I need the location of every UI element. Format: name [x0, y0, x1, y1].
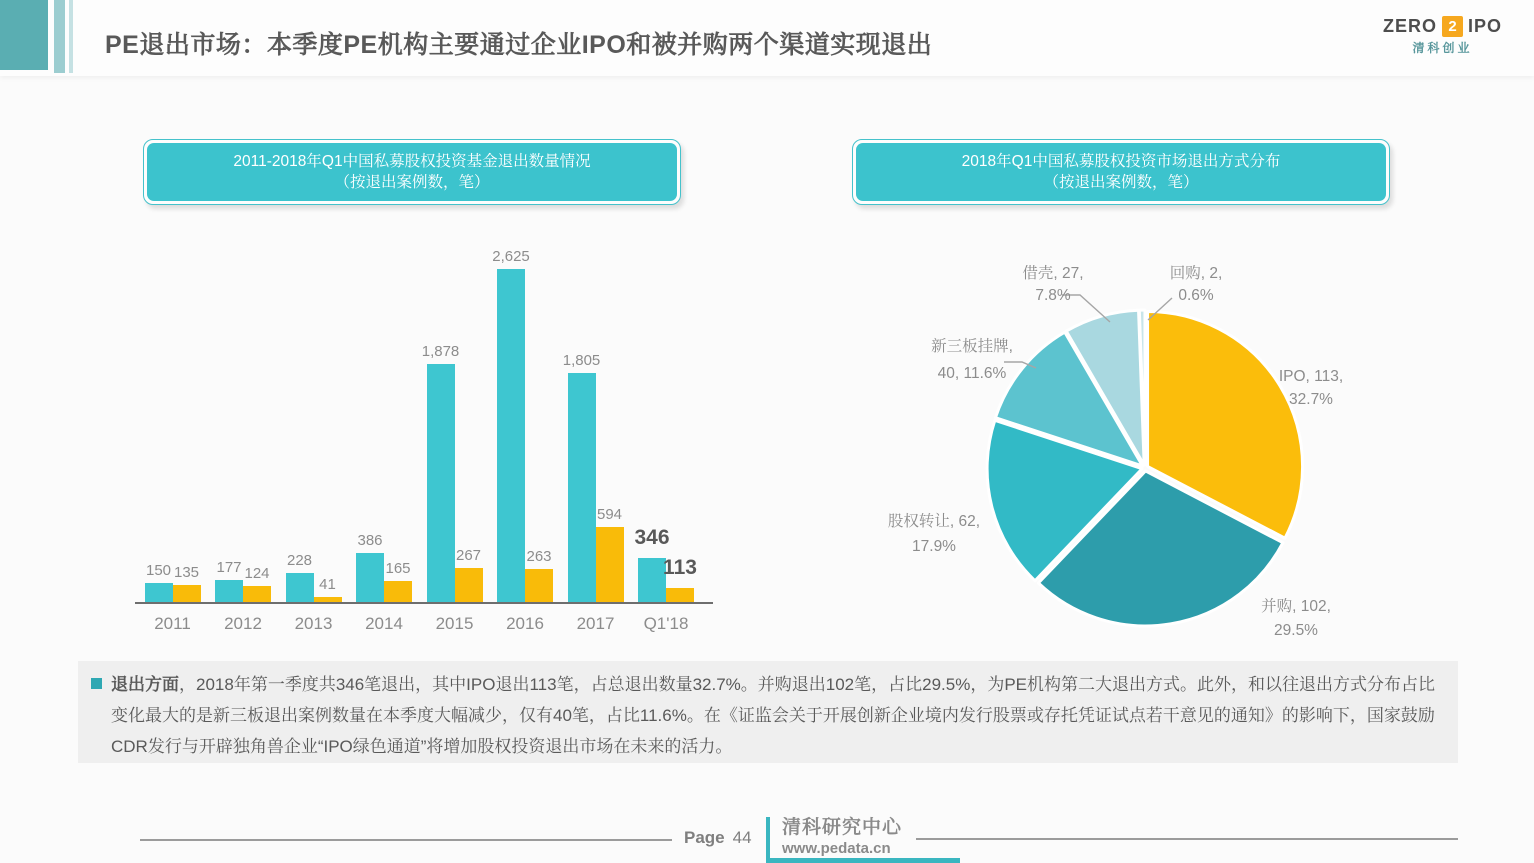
bar-group-2016 — [492, 248, 553, 602]
footer-page-label: Page — [684, 828, 725, 847]
logo-2-icon: 2 — [1442, 16, 1463, 37]
x-axis-label-2015: 2015 — [435, 614, 474, 633]
pie-label-回购-line1: 回购, 2, — [1169, 265, 1223, 282]
pie-label-新三板挂牌-line1: 新三板挂牌, — [931, 338, 1013, 355]
x-axis-label-2012: 2012 — [224, 614, 262, 633]
bar-series2-2012 — [243, 565, 271, 602]
pie-label-借壳-line2: 7.8% — [1035, 287, 1071, 304]
pie-label-回购-line2: 0.6% — [1178, 287, 1214, 304]
bar-value-label: 1,878 — [421, 343, 460, 360]
bar-series2-2013 — [314, 576, 342, 602]
pie-label-IPO-line2: 32.7% — [1289, 391, 1333, 408]
bar-group-Q1'18 — [634, 526, 697, 602]
footer-teal-divider — [766, 817, 770, 863]
x-axis-label-2017: 2017 — [576, 614, 615, 633]
bar-series1-2012 — [215, 559, 243, 602]
bar-value-label: 2,625 — [492, 248, 530, 265]
footer-divider-left — [140, 839, 672, 841]
bar-series2-2011 — [173, 564, 201, 602]
bar-series1-2014 — [356, 532, 384, 602]
bar-value-label: 165 — [385, 560, 411, 577]
bar-value-label: 135 — [173, 564, 200, 581]
footer-teal-strip — [770, 858, 960, 863]
zero2ipo-logo-row — [1383, 16, 1502, 37]
footer-divider-right — [916, 838, 1458, 840]
header-deco-block — [0, 0, 48, 70]
footer-page-number — [684, 828, 752, 848]
slide-header — [0, 0, 1534, 76]
pie-label-借壳-line1: 借壳, 27, — [1022, 265, 1084, 282]
bar-series1-2016 — [492, 248, 530, 602]
footer-branding — [782, 818, 902, 856]
logo-ipo-text: IPO — [1467, 16, 1502, 36]
x-axis-label-2014: 2014 — [365, 614, 403, 633]
summary-body: ，2018年第一季度共346笔退出，其中IPO退出113笔，占总退出数量32.7%。并购退出102笔，占比29.5%，为PE机构第二大退出方式。此外，和以往退出方式分布占比变化最大的是新三板退出案例数量在本季度大幅减少，仅有40笔，占比11.6%。在《证监会关于开展创新企业境内发行股票或存托凭证试点若干意见的通知》的影响下，国家鼓励CDR发行与开辟独角兽企业“IPO绿色通道”将增加股权投资退出市场在未来的活力。 — [111, 675, 1436, 756]
bar-chart-title-box — [143, 139, 681, 205]
exit-method-pie-chart — [852, 240, 1452, 655]
bar-group-2013 — [286, 552, 342, 602]
bar-group-2015 — [421, 343, 483, 602]
bar-series1-Q1'18 — [634, 526, 670, 602]
x-axis-label-Q1'18: Q1'18 — [643, 614, 689, 633]
x-axis-label-2016: 2016 — [506, 614, 544, 633]
bar-group-2012 — [215, 559, 271, 602]
bar-chart-title-line1: 2011-2018年Q1中国私募股权投资基金退出数量情况 — [233, 153, 591, 170]
bar-value-label: 346 — [634, 526, 670, 549]
x-axis-label-2011: 2011 — [154, 614, 191, 633]
bar-value-label: 594 — [596, 506, 623, 523]
page-title: PE退出市场：本季度PE机构主要通过企业IPO和被并购两个渠道实现退出 — [105, 31, 933, 59]
pie-label-并购-line1: 并购, 102, — [1261, 598, 1331, 615]
footer-org-name: 清科研究中心 — [782, 817, 903, 838]
bar-chart-title — [147, 143, 677, 201]
bar-group-2014 — [356, 532, 412, 602]
bar-series2-Q1'18 — [663, 556, 697, 602]
header-deco-stripe — [54, 0, 65, 73]
pie-chart-title-box — [852, 139, 1390, 205]
x-axis-label-2013: 2013 — [294, 614, 333, 633]
bar-series1-2013 — [286, 552, 314, 602]
bar-value-label: 1,805 — [562, 352, 601, 369]
pie-label-股权转让-line2: 17.9% — [912, 538, 956, 555]
header-deco-stripe-thin — [69, 0, 73, 73]
footer-page-value: 44 — [732, 828, 752, 847]
bar-series2-2017 — [596, 506, 624, 602]
bar-value-label: 150 — [145, 562, 172, 579]
bar-series2-2015 — [455, 547, 483, 602]
bar-series2-2016 — [525, 548, 553, 602]
pie-label-新三板挂牌-line2: 40, 11.6% — [937, 365, 1007, 382]
pie-label-并购-line2: 29.5% — [1274, 622, 1318, 639]
bar-series1-2017 — [562, 352, 601, 602]
bar-series1-2011 — [145, 562, 173, 602]
summary-text — [111, 669, 1441, 762]
bar-value-label: 124 — [244, 565, 270, 582]
bar-value-label: 113 — [663, 556, 697, 579]
pie-label-股权转让-line1: 股权转让, 62, — [887, 513, 981, 530]
bar-value-label: 386 — [357, 532, 383, 549]
zero2ipo-logo — [1383, 16, 1502, 56]
bar-value-label: 177 — [216, 559, 242, 576]
summary-bold-lead: 退出方面 — [111, 675, 179, 694]
bullet-square-icon — [91, 678, 102, 689]
footer-website: www.pedata.cn — [782, 840, 891, 857]
summary-block — [78, 661, 1458, 763]
bar-series1-2015 — [421, 343, 460, 602]
bar-series2-2014 — [384, 560, 412, 602]
bar-chart-title-line2: （按退出案例数，笔） — [334, 174, 490, 191]
bar-value-label: 263 — [526, 548, 552, 565]
bar-value-label: 228 — [286, 552, 313, 569]
bar-value-label: 41 — [319, 576, 336, 593]
pie-chart-title-line2: （按退出案例数，笔） — [1043, 174, 1199, 191]
pie-chart-title-line1: 2018年Q1中国私募股权投资市场退出方式分布 — [961, 153, 1281, 170]
exit-count-bar-chart — [135, 230, 713, 633]
bar-value-label: 267 — [455, 547, 482, 564]
logo-subtitle: 清科创业 — [1412, 41, 1473, 55]
bar-group-2011 — [145, 562, 201, 602]
bar-group-2017 — [562, 352, 624, 602]
pie-label-IPO-line1: IPO, 113, — [1278, 368, 1344, 385]
pie-chart-title — [856, 143, 1386, 201]
logo-zero-text: ZERO — [1382, 16, 1437, 36]
